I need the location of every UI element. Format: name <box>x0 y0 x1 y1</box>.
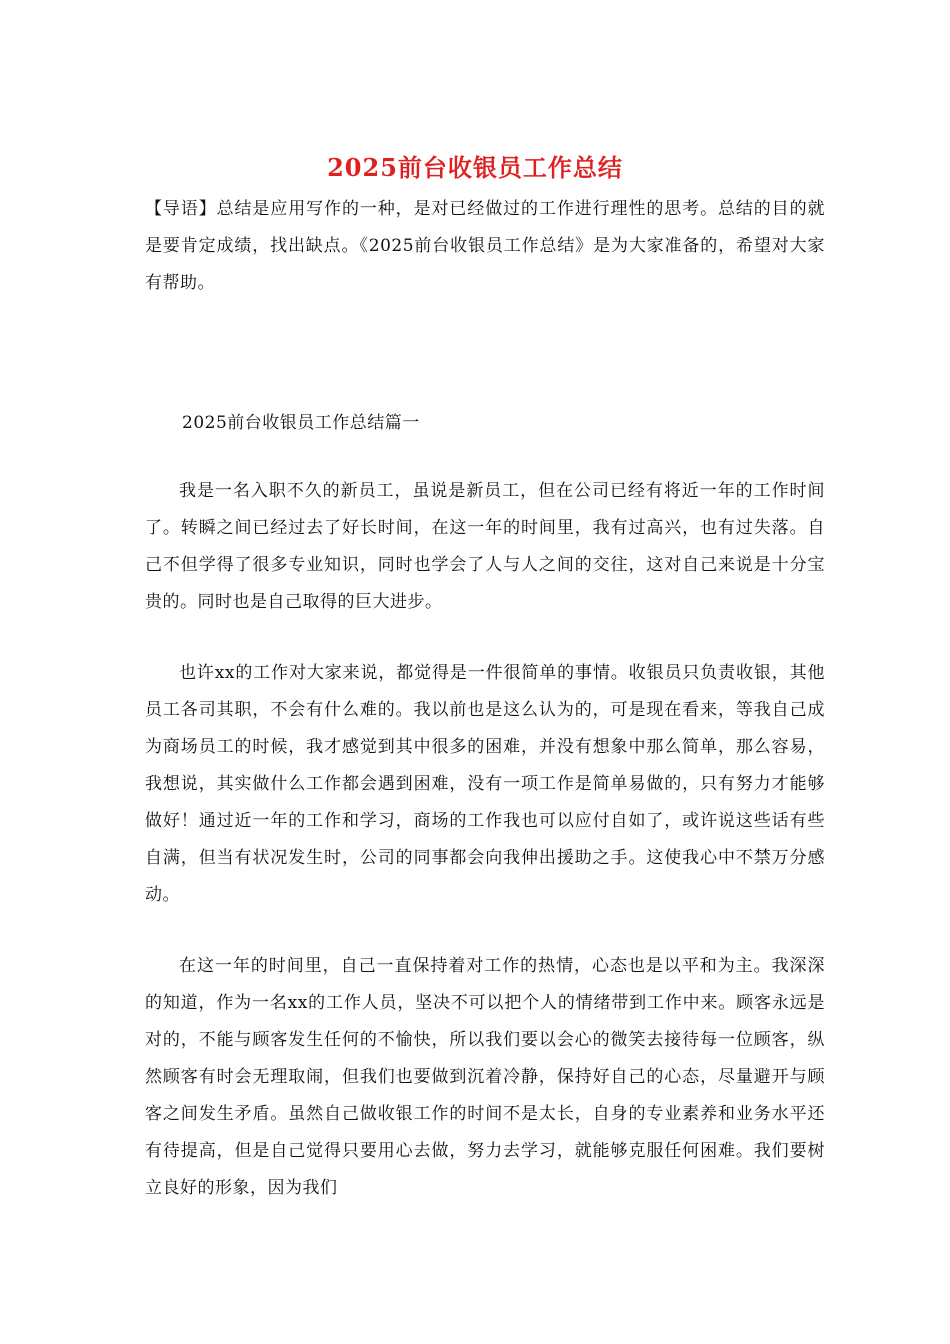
body-paragraph-2: 也许xx的工作对大家来说，都觉得是一件很简单的事情。收银员只负责收银，其他员工各司其职，不会有什么难的。我以前也是这么认为的，可是现在看来，等我自己成为商场员工的时候，我才感觉到其中很多的困难，并没有想象中那么简单，那么容易，我想说，其实做什么工作都会遇到困难，没有一项工作是简单易做的，只有努力才能够做好！通过近一年的工作和学习，商场的工作我也可以应付自如了，或许说这些话有些自满，但当有状况发生时，公司的同事都会向我伸出援助之手。这使我心中不禁万分感动。 <box>145 663 825 905</box>
document-title: 2025前台收银员工作总结 <box>327 153 623 182</box>
body-paragraph-1: 我是一名入职不久的新员工，虽说是新员工，但在公司已经有将近一年的工作时间了。转瞬之间已经过去了好长时间，在这一年的时间里，我有过高兴，也有过失落。自己不但学得了很多专业知识，同时也学会了人与人之间的交往，这对自己来说是十分宝贵的。同时也是自己取得的巨大进步。 <box>145 481 825 612</box>
intro-paragraph: 【导语】总结是应用写作的一种，是对已经做过的工作进行理性的思考。总结的目的就是要肯定成绩，找出缺点。《2025前台收银员工作总结》是为大家准备的，希望对大家有帮助。 <box>145 199 825 293</box>
section-heading: 2025前台收银员工作总结篇一 <box>182 413 420 433</box>
body-paragraph-3: 在这一年的时间里，自己一直保持着对工作的热情，心态也是以平和为主。我深深的知道，作为一名xx的工作人员，坚决不可以把个人的情绪带到工作中来。顾客永远是对的，不能与顾客发生任何的不愉快，所以我们要以会心的微笑去接待每一位顾客，纵然顾客有时会无理取闹，但我们也要做到沉着冷静，保持好自己的心态，尽量避开与顾客之间发生矛盾。虽然自己做收银工作的时间不是太长，自身的专业素养和业务水平还有待提高，但是自己觉得只要用心去做，努力去学习，就能够克服任何困难。我们要树立良好的形象，因为我们 <box>145 956 825 1198</box>
